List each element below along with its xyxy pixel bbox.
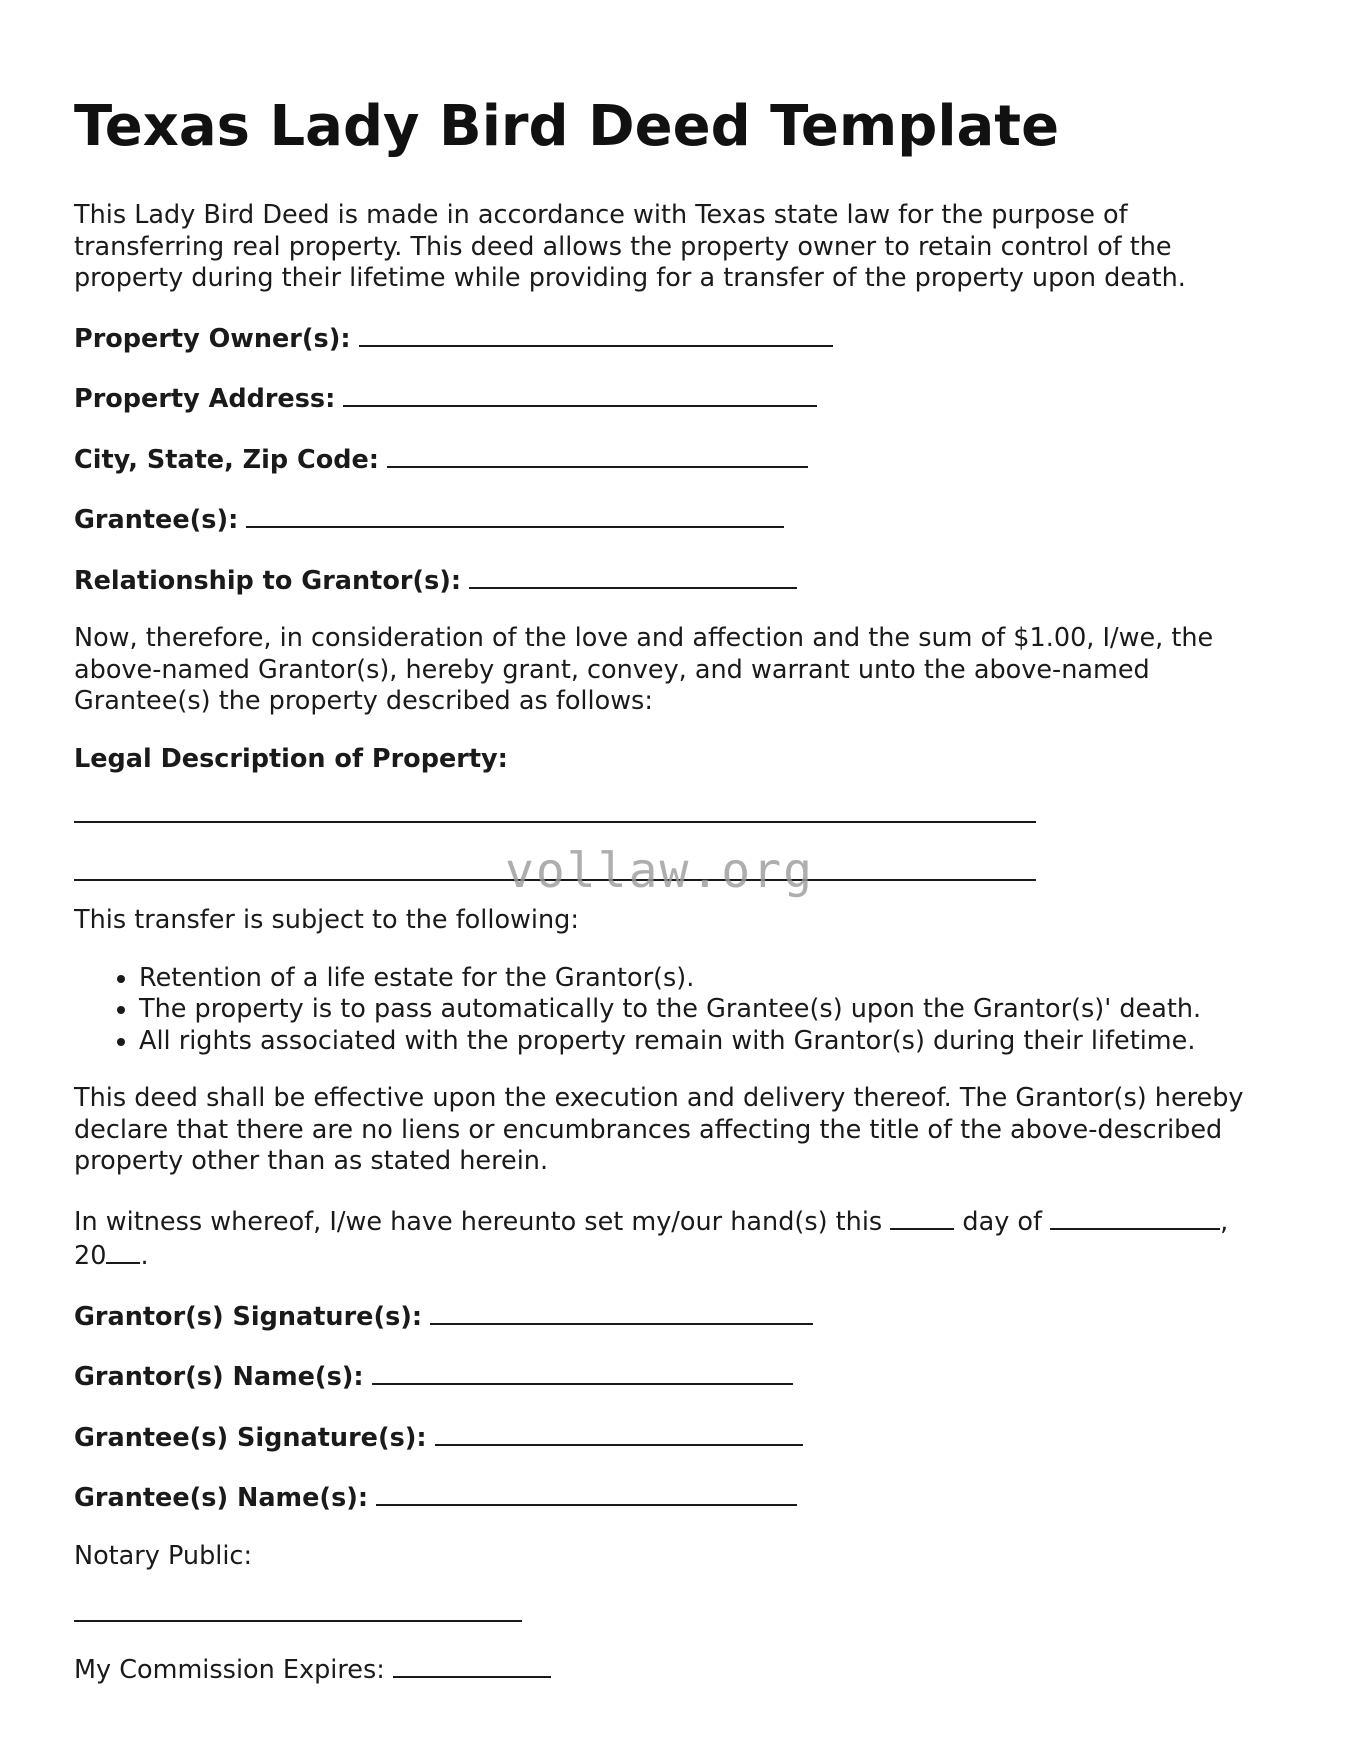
city-state-zip-blank[interactable] <box>387 442 808 468</box>
grantee-signature-blank[interactable] <box>435 1420 803 1446</box>
grantee-name-label: Grantee(s) Name(s): <box>74 1483 369 1513</box>
legal-description-heading <box>74 744 1274 776</box>
condition-item: • The property is to pass automatically to the Grantee(s) upon the Grantor(s)' death. <box>139 994 1274 1026</box>
legal-description-line-1[interactable] <box>74 821 1036 823</box>
conditions-list <box>74 963 1274 1058</box>
property-address-label: Property Address: <box>74 384 336 414</box>
consideration-paragraph: Now, therefore, in consideration of the love and affection and the sum of $1.00, I/we, the above-named Grantor(s), hereby grant, convey, and warrant unto the above-named Grantee(s) the property described as follows: <box>74 623 1214 716</box>
grantor-signature-field <box>74 1299 1274 1334</box>
notary-signature-line[interactable] <box>74 1620 522 1622</box>
commission-blank[interactable] <box>393 1652 551 1678</box>
grantee-signature-field <box>74 1420 1274 1455</box>
property-address-field <box>74 381 1274 416</box>
grantor-name-blank[interactable] <box>372 1359 793 1385</box>
effective-paragraph: This deed shall be effective upon the execution and delivery thereof. The Grantor(s) hereby declare that there are no liens or encumbrances affecting the title of the above-described property other than as stated herein. <box>74 1083 1244 1176</box>
property-owners-field <box>74 321 1274 356</box>
page-title: Texas Lady Bird Deed Template <box>74 94 1060 159</box>
witness-comma: , <box>1220 1206 1229 1237</box>
witness-year-prefix: 20 <box>74 1241 107 1271</box>
relationship-blank[interactable] <box>469 563 797 589</box>
witness-month-blank[interactable] <box>1050 1204 1220 1230</box>
document-page <box>74 92 1274 1713</box>
grantees-label: Grantee(s): <box>74 505 239 535</box>
notary-label: Notary Public: <box>74 1540 253 1571</box>
relationship-field <box>74 563 1274 598</box>
grantees-blank[interactable] <box>246 502 784 528</box>
grantees-field <box>74 502 1274 537</box>
subject-to-intro: This transfer is subject to the following: <box>74 905 579 935</box>
grantor-name-field <box>74 1359 1274 1394</box>
witness-year-suffix: . <box>140 1241 149 1271</box>
grantor-signature-blank[interactable] <box>430 1299 813 1325</box>
witness-text-2: day of <box>962 1206 1043 1237</box>
witness-text-1: In witness whereof, I/we have hereunto set my/our hand(s) this <box>74 1206 883 1237</box>
grantee-name-field <box>74 1480 1274 1515</box>
grantor-signature-label: Grantor(s) Signature(s): <box>74 1301 423 1332</box>
witness-day-blank[interactable] <box>890 1204 954 1230</box>
property-address-blank[interactable] <box>343 381 817 407</box>
witness-year-blank[interactable] <box>106 1238 140 1264</box>
relationship-label: Relationship to Grantor(s): <box>74 565 462 596</box>
commission-label: My Commission Expires: <box>74 1655 385 1685</box>
legal-description-label: Legal Description of Property: <box>74 743 508 774</box>
grantor-name-label: Grantor(s) Name(s): <box>74 1362 364 1392</box>
intro-paragraph: This Lady Bird Deed is made in accordance with Texas state law for the purpose of transferring real property. This deed allows the property owner to retain control of the property during their lifetime while providing for a transfer of the property upon death. <box>74 200 1186 293</box>
city-state-zip-field <box>74 442 1274 477</box>
property-owners-label: Property Owner(s): <box>74 323 351 354</box>
grantee-name-blank[interactable] <box>376 1480 797 1506</box>
commission-field <box>74 1652 1274 1687</box>
witness-paragraph <box>74 1204 1274 1273</box>
city-state-zip-label: City, State, Zip Code: <box>74 444 380 475</box>
condition-item: • All rights associated with the property remain with Grantor(s) during their lifetime. <box>139 1026 1274 1058</box>
condition-item: • Retention of a life estate for the Grantor(s). <box>139 963 1274 995</box>
watermark-text: vollaw.org <box>505 843 814 899</box>
property-owners-blank[interactable] <box>359 321 833 347</box>
grantee-signature-label: Grantee(s) Signature(s): <box>74 1422 427 1453</box>
